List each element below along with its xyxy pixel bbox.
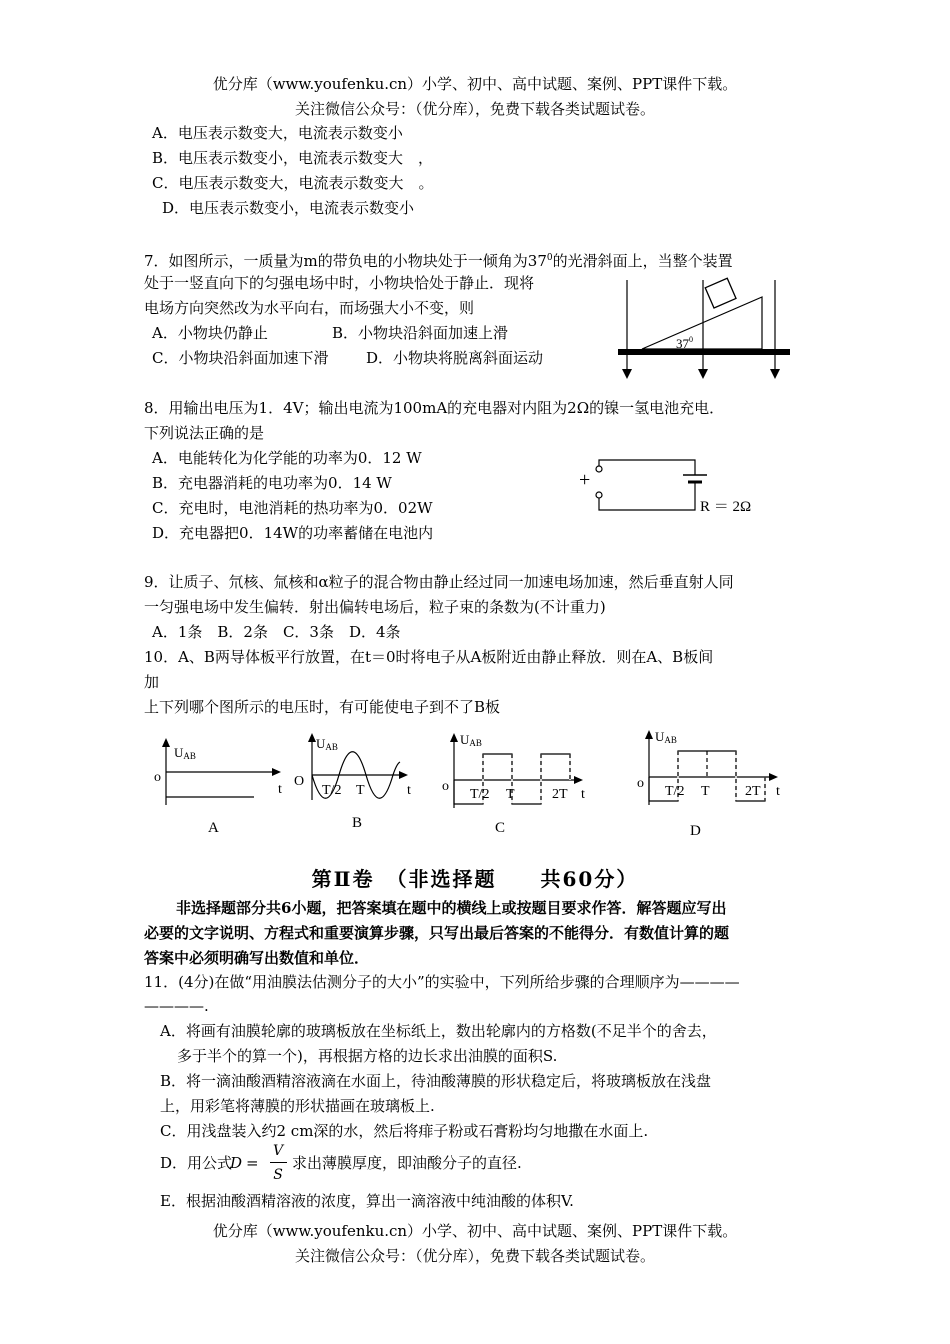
header-line-1: 优分库（www.youfenku.cn）小学、初中、高中试题、案例、PPT课件下载。 [212,75,738,93]
formula-denominator: S [273,1167,283,1183]
q11-step-c: C．用浅盘装入约2 cm深的水，然后将痱子粉或石膏粉均匀地撒在水面上. [160,1122,649,1140]
section-2-instructions-line1: 非选择题部分共6小题，把答案填在题中的横线上或按题目要求作答．解答题应写出 [176,899,727,917]
y-axis-arrow [162,738,170,747]
q10-stem-line1: 10．A、B两导体板平行放置，在t＝0时将电子从A板附近由静止释放．则在A、B板间 [144,648,714,666]
tick-2t: 2T [552,787,568,802]
q7-option-a: A．小物块仍静止 [152,324,268,342]
q8-option-b: B．充电器消耗的电功率为0．14 W [152,474,392,492]
origin-label: O [294,774,305,789]
footer-line-1: 优分库（www.youfenku.cn）小学、初中、高中试题、案例、PPT课件下载。 [212,1222,738,1240]
y-axis-arrow [645,730,653,739]
q8-stem-line1: 8．用输出电压为1．4V；输出电流为100mA的充电器对内阻为2Ω的镍一氢电池充电． [144,399,725,417]
y-axis-label: UAB [174,745,196,761]
graph-label-b: B [352,815,363,831]
q7-option-d: D．小物块将脱离斜面运动 [366,349,544,367]
x-axis-arrow [574,776,583,784]
q11-stem: 11．(4分)在做“用油膜法估测分子的大小”的实验中，下列所给步骤的合理顺序为———— [144,973,740,991]
x-axis-arrow [769,773,778,781]
q11-step-b-line2: 上，用彩笔将薄膜的形状描画在玻璃板上. [160,1097,435,1115]
q7-option-b: B．小物块沿斜面加速上滑 [332,324,509,342]
tick-2t: 2T [745,784,761,799]
wire-top [599,460,695,475]
q6-option-c: C．电压表示数变大，电流表示数变大 。 [152,174,434,192]
q7-stem-line2: 处于一竖直向下的匀强电场中时，小物块恰处于静止．现将 [144,274,535,292]
tick-t: T [506,787,515,802]
q11-step-e: E．根据油酸酒精溶液的浓度，算出一滴溶液中纯油酸的体积V. [160,1192,574,1210]
origin-label: o [637,776,644,791]
y-axis-arrow [450,733,458,742]
tick-t: T [701,784,710,799]
x-axis-arrow [272,768,281,776]
q9-options: A．1条 B．2条 C．3条 D．4条 [152,623,401,641]
y-axis-label: UAB [655,729,677,745]
ground-plate [618,349,790,355]
q10-graph-b [290,730,425,835]
q8-circuit-figure [575,450,775,520]
q10-graph-a [150,735,290,845]
q7-stem-line1: 7．如图所示，一质量为m的带负电的小物块处于一倾角为$37^0$的光滑斜面上，当整个装置 [144,252,733,270]
incline [642,297,762,349]
q11-step-b-line1: B．将一滴油酸酒精溶液滴在水面上，待油酸薄膜的形状稳定后，将玻璃板放在浅盘 [160,1072,712,1090]
y-axis-arrow [308,733,316,742]
block [705,278,736,308]
q10-stem-line2: 加 [144,673,160,691]
q10-graph-c [440,730,600,840]
tick-t-half: T/2 [322,783,342,798]
graph-label-d: D [690,823,701,839]
q9-stem-line2: 一匀强电场中发生偏转．射出偏转电场后，粒子束的条数为(不计重力) [144,598,606,616]
footer-line-2: 关注微信公众号：（优分库），免费下载各类试题试卷。 [294,1247,655,1265]
formula-equals: = [246,1154,259,1172]
q10-graph-d [635,727,790,842]
q11-step-d-suffix: 求出薄膜厚度，即油酸分子的直径. [292,1154,522,1172]
q6-option-b: B．电压表示数变小，电流表示数变大 ， [152,149,434,167]
formula-numerator: V [272,1143,284,1159]
q11-step-d-prefix: D．用公式 [160,1154,233,1172]
q8-option-a: A．电能转化为化学能的功率为0．12 W [152,449,422,467]
resistance-label: R ＝ 2Ω [700,499,752,515]
q11-step-a-line2: 多于半个的算一个)，再根据方格的边长求出油膜的面积S. [177,1047,558,1065]
q8-option-c: C．充电时，电池消耗的热功率为0．02W [152,499,433,517]
field-arrow-left [622,369,632,379]
q7-option-c: C．小物块沿斜面加速下滑 [152,349,329,367]
q7-stem-line3: 电场方向突然改为水平向右，而场强大小不变，则 [144,299,475,317]
q10-stem-line3: 上下列哪个图所示的电压时，有可能使电子到不了B板 [144,698,501,716]
wire-bottom [599,482,695,510]
q6-option-a: A．电压表示数变大，电流表示数变小 [152,124,403,142]
q8-option-d: D．充电器把0．14W的功率蓄储在电池内 [152,524,434,542]
terminal-top [596,466,602,472]
origin-label: o [442,779,449,794]
q8-stem-line2: 下列说法正确的是 [144,424,265,442]
tick-t: T [356,783,365,798]
y-axis-label: UAB [316,736,338,752]
tick-t-half: T/2 [470,787,490,802]
t-axis-label: t [581,787,585,802]
y-axis-label: UAB [460,732,482,748]
t-axis-label: t [776,784,780,799]
field-arrow-right [770,369,780,379]
x-axis-arrow [399,771,408,779]
section-2-instructions-line2: 必要的文字说明、方程式和重要演算步骤，只写出最后答案的不能得分．有数值计算的题 [144,924,730,942]
q6-option-d: D．电压表示数变小，电流表示数变小 [162,199,415,217]
q9-stem-line1: 9．让质子、氘核、氚核和α粒子的混合物由静止经过同一加速电场加速，然后垂直射人同 [144,573,734,591]
tick-t-half: T/2 [665,784,685,799]
origin-label: o [154,770,161,785]
q11-step-a-line1: A．将画有油膜轮廓的玻璃板放在坐标纸上，数出轮廓内的方格数(不足半个的舍去， [160,1022,717,1040]
formula-variable-d: D [230,1154,243,1172]
field-arrow-middle [698,369,708,379]
graph-label-a: A [208,820,219,836]
graph-label-c: C [495,820,506,836]
t-axis-label: t [278,782,282,797]
angle-label: $37^0$ [676,335,693,351]
q7-incline-figure [610,275,800,385]
formula-fraction-bar [270,1162,287,1163]
section-2-instructions-line3: 答案中必须明确写出数值和单位． [144,949,370,967]
terminal-bottom [596,492,602,498]
section-2-title: 第Ⅱ卷 （非选择题 共60分） [311,867,639,891]
t-axis-label: t [407,783,411,798]
header-line-2: 关注微信公众号：（优分库），免费下载各类试题试卷。 [294,100,655,118]
plus-sign: + [579,469,591,491]
q11-stem-continued: ————. [144,997,209,1015]
